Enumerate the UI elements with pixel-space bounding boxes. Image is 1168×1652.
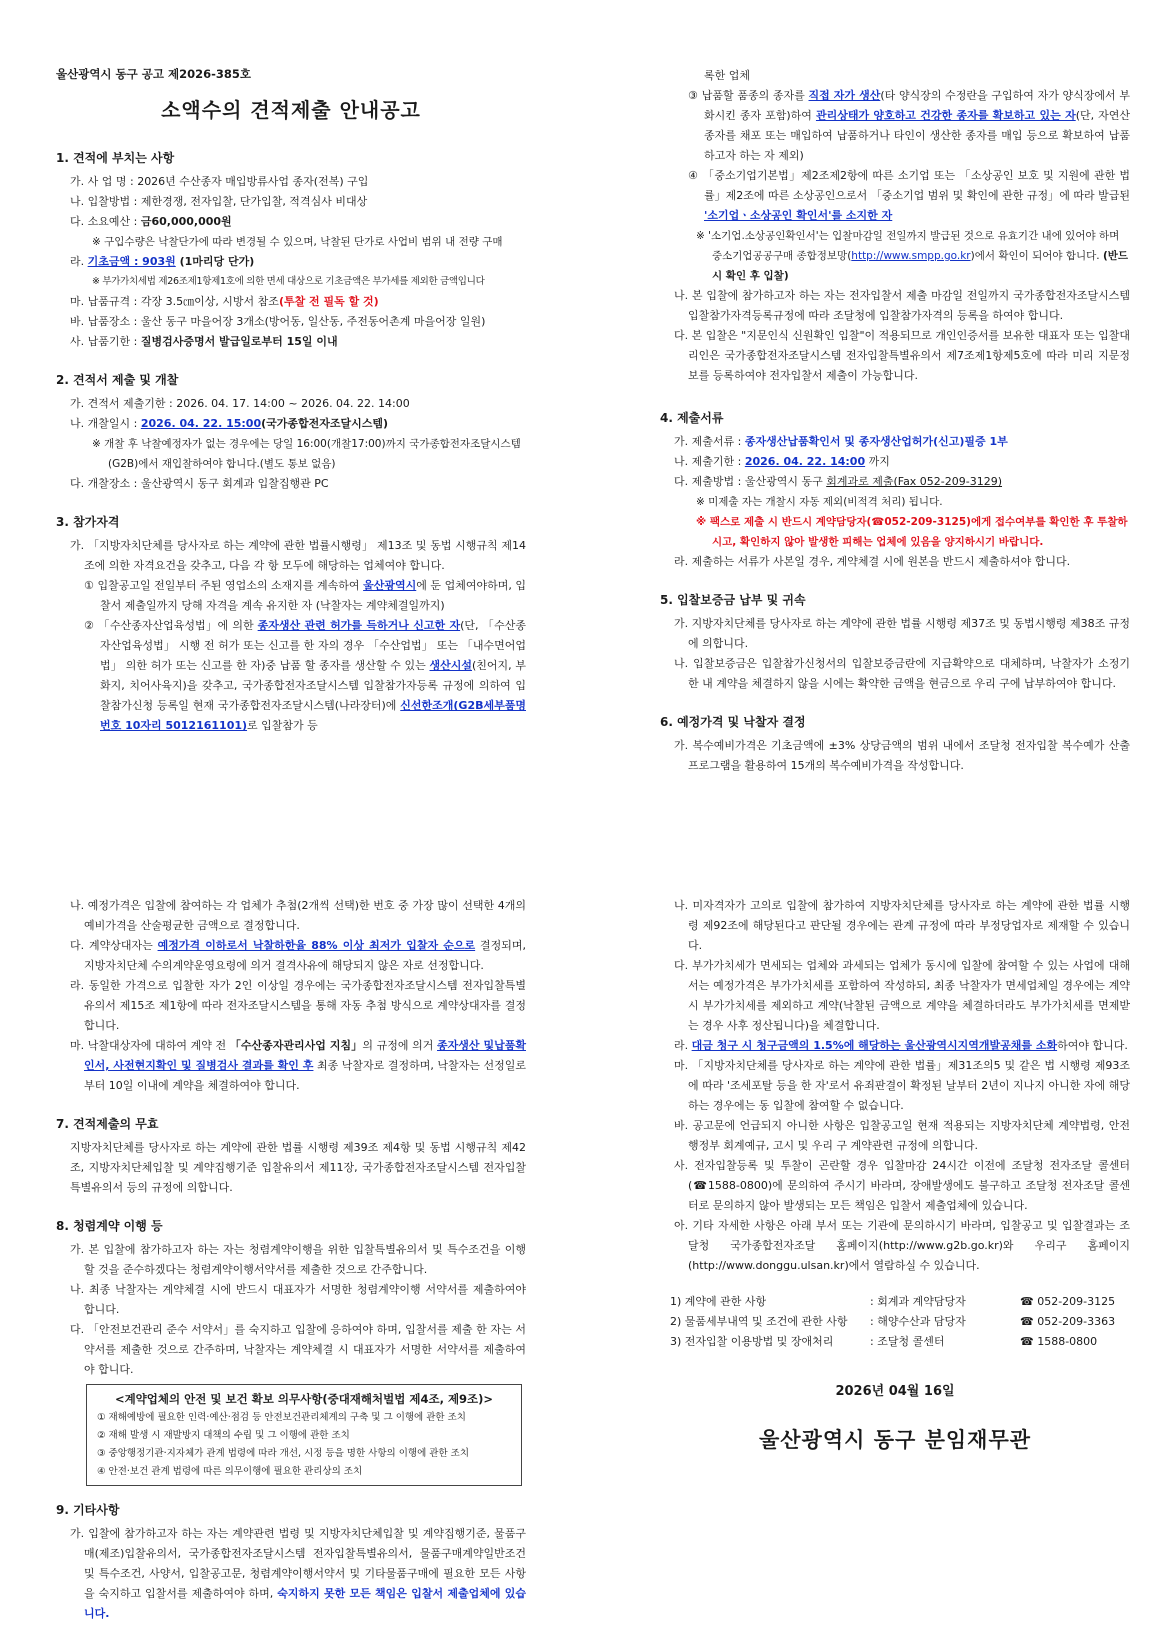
contact-dept: : 조달청 콜센터 bbox=[870, 1335, 945, 1348]
box-item: ④ 안전·보건 관계 법령에 따른 의무이행에 필요한 관리상의 조치 bbox=[97, 1466, 363, 1477]
s7-text: 지방자치단체를 당사자로 하는 계약에 관한 법률 시행령 제39조 제4항 및 동법 시행규칙 제42조, 지방자치단체입찰 및 계약집행기준 입찰유의서 제11장, 국가종합전자조달시스템 전자입찰특별유의서 등의 규정에 의합니다. bbox=[70, 1141, 526, 1194]
s1-item-a: 가. 사 업 명 : 2026년 수산종자 매입방류사업 종자(전복) 구입 bbox=[70, 175, 369, 188]
s6-item-c bbox=[70, 936, 526, 976]
s1-item-d bbox=[70, 252, 526, 272]
s2-item-c: 다. 개찰장소 : 울산광역시 동구 회계과 입찰집행관 PC bbox=[70, 477, 329, 490]
s3-item-c: 다. 본 입찰은 "지문인식 신원확인 입찰"이 적용되므로 개인인증서를 보유한 대표자 또는 입찰대리인은 국가종합전자조달시스템 전자입찰특별유의서 제7조제1항제5호에 따라 미리 지문정보를 등록하여야 전자입찰서 제출이 가능합니다. bbox=[674, 329, 1130, 382]
section-1 bbox=[56, 148, 526, 352]
s9-item-g: 사. 전자입찰등록 및 투찰이 곤란할 경우 입찰마감 24시간 이전에 조달청 전자조달 콜센터(☎1588-0800)에 문의하여 주시기 바라며, 장애발생에도 불구하고 조달청 전자조달 콜센터로 문의하지 않아 발생되는 모든 책임은 입찰서 제출업체에 있습니다. bbox=[674, 1159, 1130, 1212]
s1-item-e bbox=[70, 292, 526, 312]
contact-phone: ☎ 1588-0800 bbox=[1020, 1335, 1098, 1348]
s3-cond-1 bbox=[84, 576, 526, 616]
s3-item-a: 가. 「지방자치단체를 당사자로 하는 계약에 관한 법률시행령」 제13조 및 동법 시행규칙 제14조에 의한 자격요건을 갖추고, 다음 각 항 모두에 해당하는 업체여야 합니다. bbox=[70, 539, 526, 572]
contact-topic: 2) 물품세부내역 및 조건에 관한 사항 bbox=[670, 1315, 848, 1328]
section-6-cont bbox=[56, 896, 526, 1096]
base-price: 기초금액 : 903원 bbox=[87, 255, 176, 268]
s3-c2-text-mid-2: (친어지, 부화지, 치어사육지)을 갖추고, 국가종합전자조달시스템 입찰참가자등록 규정에 의하여 입찰참가신청 등록일 현재 국가종합전자조달시스템(나라장터)에 bbox=[100, 659, 526, 712]
s6-item-a: 가. 복수예비가격은 기초금액에 ±3% 상당금액의 범위 내에서 조달청 전자입찰 복수예가 산출 프로그램을 활용하여 15개의 복수예비가격을 작성합니다. bbox=[674, 739, 1130, 772]
section-3 bbox=[56, 512, 526, 736]
smpp-link[interactable]: http://www.smpp.go.kr bbox=[851, 250, 971, 262]
s4-a-label: 가. 제출서류 : bbox=[674, 435, 745, 448]
s6-item-e bbox=[70, 1036, 526, 1096]
s3-cond-2-cont: 록한 업체 bbox=[704, 69, 751, 82]
s1-d-label: 라. bbox=[70, 255, 88, 268]
s3-item-b: 나. 본 입찰에 참가하고자 하는 자는 전자입찰서 제출 마감일 전일까지 국가종합전자조달시스템 입찰참가자격등록규정에 따라 조달청에 입찰참가자격의 등록을 하여야 합니다. bbox=[674, 289, 1130, 322]
s1-item-f: 바. 납품장소 : 울산 동구 마을어장 3개소(방어동, 일산동, 주전동어촌계 마을어장 일원) bbox=[70, 315, 486, 328]
s6-e-text-end: 최종 낙찰자로 결정하며, 낙찰자는 선정일로부터 10일 이내에 계약을 체결하여야 합니다. bbox=[84, 1059, 526, 1092]
s9-item-h: 아. 기타 자세한 사항은 아래 부서 또는 기관에 문의하시기 바라며, 입찰공고 및 입찰결과는 조달청 국가종합전자조달 홈페이지(http://www.g2b.go.kr)와 우리구 홈페이지(http://www.donggu.ulsan.kr)에서 열람하실 수 있습니다. bbox=[674, 1219, 1130, 1272]
s9-item-f: 바. 공고문에 언급되지 아니한 사항은 입찰공고일 현재 적용되는 지방자치단체 계약법령, 안전행정부 회계예규, 고시 및 우리 구 계약관련 규정에 의합니다. bbox=[674, 1119, 1130, 1152]
contact-dept: : 회계과 계약담당자 bbox=[870, 1295, 966, 1308]
s1-item-c bbox=[70, 212, 526, 232]
s3-c3-text-mid: (타 양식장의 수정란을 구입하여 자가 양식장에서 부화시킨 종자 포함)하여 bbox=[704, 89, 1130, 122]
bottom-right-column bbox=[660, 896, 1130, 1450]
base-price-unit: (1마리당 단가) bbox=[175, 255, 255, 268]
section-heading: 6. 예정가격 및 낙찰자 결정 bbox=[660, 715, 806, 729]
contact-dept: : 해양수산과 담당자 bbox=[870, 1315, 966, 1328]
box-item: ③ 중앙행정기관·지자체가 관계 법령에 따라 개선, 시정 등을 명한 사항의 이행에 관한 조치 bbox=[97, 1448, 469, 1459]
issuing-organization: 울산광역시 동구 분임재무관 bbox=[758, 1428, 1032, 1452]
s3-c2-text-end: 로 입찰참가 등 bbox=[247, 719, 318, 732]
s9-item-a bbox=[70, 1524, 526, 1624]
section-heading: 5. 입찰보증금 납부 및 귀속 bbox=[660, 593, 806, 607]
s3-c4-note-text: ※ '소기업.소상공인확인서'는 입찰마감일 전일까지 발급된 것으로 유효기간 내에 있어야 하며 중소기업공공구매 종합정보망( bbox=[696, 230, 1120, 262]
s3-c4-highlight: '소기업ㆍ소상공인 확인서'를 소지한 자 bbox=[704, 209, 893, 222]
s6-e-text-mid: 의 규정에 의거 bbox=[362, 1039, 438, 1052]
s3-c1-text: ① 입찰공고일 전일부터 주된 영업소의 소재지를 계속하여 bbox=[84, 579, 364, 592]
s4-b-suffix: 까지 bbox=[865, 455, 890, 468]
s1-g-label: 사. 납품기한 : bbox=[70, 335, 141, 348]
s5-item-a: 가. 지방자치단체를 당사자로 하는 계약에 관한 법률 시행령 제37조 및 동법시행령 제38조 규정에 의합니다. bbox=[674, 617, 1130, 650]
s1-c-label: 다. 소요예산 : bbox=[70, 215, 141, 228]
s3-c4-note bbox=[696, 226, 1130, 286]
s4-item-a bbox=[674, 432, 1130, 452]
s9-item-c: 다. 부가가치세가 면세되는 업체와 과세되는 업체가 동시에 입찰에 참여할 수 있는 사업에 대해서는 예정가격은 부가가치세를 포함하여 작성하되, 최종 낙찰자가 면세업체일 경우에는 계약 시 부가가치세를 제외하고 계약(낙찰된 금액으로 계약을 체결하더라도 부가가치세를 면제받는 경우 사후 정산됩니다)을 체결합니다. bbox=[674, 959, 1130, 1032]
submission-deadline: 2026. 04. 22. 14:00 bbox=[744, 455, 866, 468]
s3-c2-highlight: 종자생산 관련 허가를 득하거나 신고한 자 bbox=[257, 619, 461, 632]
required-documents: 종자생산납품확인서 및 종자생산업허가(신고)필증 1부 bbox=[744, 435, 1008, 448]
safety-obligations-box bbox=[86, 1384, 522, 1486]
s2-b-label: 나. 개찰일시 : bbox=[70, 417, 141, 430]
section-heading: 1. 견적에 부치는 사항 bbox=[56, 151, 175, 165]
section-6 bbox=[660, 712, 1130, 776]
s4-b-label: 나. 제출기한 : bbox=[674, 455, 745, 468]
s1-c-note: ※ 구입수량은 낙찰단가에 따라 변경될 수 있으며, 낙찰된 단가로 사업비 범위 내 전량 구매 bbox=[92, 236, 503, 248]
contact-row bbox=[670, 1292, 1130, 1312]
s2-item-a: 가. 견적서 제출기한 : 2026. 04. 17. 14:00 ~ 2026. 04. 22. 14:00 bbox=[70, 397, 410, 410]
s5-item-b: 나. 입찰보증금은 입찰참가신청서의 입찰보증금란에 지급확약으로 대체하며, 낙찰자가 소정기한 내 계약을 체결하지 않을 시에는 확약한 금액을 현금으로 우리 구에 납부하여야 합니다. bbox=[674, 657, 1130, 690]
opening-datetime: 2026. 04. 22. 15:00 bbox=[140, 417, 262, 430]
section-7 bbox=[56, 1114, 526, 1198]
s2-b-note: ※ 개찰 후 낙찰예정자가 없는 경우에는 당일 16:00(개찰17:00)까지 국가종합전자조달시스템(G2B)에서 재입찰하여야 합니다.(별도 통보 없음) bbox=[92, 438, 521, 470]
section-heading: 3. 참가자격 bbox=[56, 515, 120, 529]
section-2 bbox=[56, 370, 526, 494]
s3-c3-highlight: 직접 자가 생산 bbox=[808, 89, 881, 102]
contact-topic: 3) 전자입찰 이용방법 및 장애처리 bbox=[670, 1335, 834, 1348]
s3-c2-text: ② 「수산종자산업육성법」에 의한 bbox=[84, 619, 258, 632]
s3-cond-2 bbox=[84, 616, 526, 736]
s3-c2-highlight-2: 생산시설 bbox=[429, 659, 472, 672]
s8-item-c: 다. 「안전보건관리 준수 서약서」를 숙지하고 입찰에 응하여야 하며, 입찰서를 제출 한 자는 서약서를 제출한 것으로 간주하며, 낙찰자는 계약체결 시 대표자가 서명한 서약서를 제출하여야 합니다. bbox=[70, 1323, 526, 1376]
box-heading: <계약업체의 안전 및 보건 확보 의무사항(중대재해처벌법 제4조, 제9조)> bbox=[114, 1392, 494, 1406]
guideline-name: 「수산종자관리사업 지침」 bbox=[229, 1039, 363, 1052]
contact-row bbox=[670, 1312, 1130, 1332]
s3-c2-highlight-3: 신선한조개(G2B세부품명번호 10자리 5012161101) bbox=[100, 699, 526, 732]
opening-system: (국가종합전자조달시스템) bbox=[261, 417, 389, 430]
s6-item-d: 라. 동일한 가격으로 입찰한 자가 2인 이상일 경우에는 국가종합전자조달시스템 전자입찰특별유의서 제15조 제1항에 따라 전자조달시스템을 통해 자동 추첨 방식으로 계약상대자를 결정합니다. bbox=[70, 979, 526, 1032]
s4-item-c bbox=[674, 472, 1130, 492]
notice-title: 소액수의 견적제출 안내공고 bbox=[161, 98, 421, 122]
s2-item-b bbox=[70, 414, 526, 434]
s3-c4-note-bold: (반드시 확인 후 입찰) bbox=[712, 250, 1129, 282]
s1-e-text: 마. 납품규격 : 각장 3.5㎝이상, 시방서 참조 bbox=[70, 295, 279, 308]
notice-date: 2026년 04월 16일 bbox=[835, 1384, 955, 1399]
s3-c4-note-text-end: )에서 확인이 되어야 합니다. bbox=[970, 250, 1103, 262]
s3-c4-text: ④ 「중소기업기본법」제2조제2항에 따른 소기업 또는 「소상공인 보호 및 지원에 관한 법률」제2조에 따른 소상공인으로서 「중소기업 범위 및 확인에 관한 규정」에 따라 발급된 bbox=[688, 169, 1130, 202]
notice-number: 울산광역시 동구 공고 제2026-385호 bbox=[56, 67, 251, 81]
contact-phone: ☎ 052-209-3363 bbox=[1020, 1315, 1116, 1328]
section-heading: 4. 제출서류 bbox=[660, 411, 724, 425]
s6-item-b: 나. 예정가격은 입찰에 참여하는 각 업체가 추첨(2개씩 선택)한 번호 중 가장 많이 선택한 4개의 예비가격을 산술평균한 금액으로 결정합니다. bbox=[70, 899, 526, 932]
s3-c2-text-mid: (단, 「수산종자산업육성법」 시행 전 허가 또는 신고를 한 자의 경우 「수산업법」 또는 「내수면어업법」 의한 허가 또는 신고를 한 자)중 납품 할 종자를 생산할 수 있는 bbox=[100, 619, 526, 672]
contact-phone: ☎ 052-209-3125 bbox=[1020, 1295, 1116, 1308]
s3-c1-text-end: 에 둔 업체여야하며, 입찰서 제출일까지 당해 자격을 계속 유지한 자 (낙찰자는 계약체결일까지) bbox=[100, 579, 527, 612]
s4-item-d: 라. 제출하는 서류가 사본일 경우, 계약체결 시에 원본을 반드시 제출하셔야 합니다. bbox=[674, 555, 1071, 568]
s6-c-text-end: 결정되며, 지방자치단체 수의계약운영요령에 의거 결격사유에 해당되지 않은 자로 선정합니다. bbox=[84, 939, 526, 972]
section-5 bbox=[660, 590, 1130, 694]
section-heading: 9. 기타사항 bbox=[56, 1503, 120, 1517]
budget-value: 금60,000,000원 bbox=[140, 215, 232, 228]
contact-list bbox=[660, 1292, 1130, 1352]
section-heading: 8. 청렴계약 이행 등 bbox=[56, 1219, 163, 1233]
s3-cond-3 bbox=[688, 86, 1130, 166]
s6-c-label: 다. 계약상대자는 bbox=[70, 939, 158, 952]
s1-d-note: ※ 부가가치세법 제26조제1항제1호에 의한 면세 대상으로 기초금액은 부가세를 제외한 금액입니다 bbox=[92, 276, 485, 287]
s8-item-b: 나. 최종 낙찰자는 계약체결 시에 반드시 대표자가 서명한 청렴계약이행 서약서를 제출하여야 합니다. bbox=[70, 1283, 526, 1316]
box-item: ① 재해예방에 필요한 인력·예산·점검 등 안전보건관리체계의 구축 및 그 이행에 관한 조치 bbox=[97, 1412, 466, 1423]
top-right-column bbox=[660, 66, 1130, 794]
contact-topic: 1) 계약에 관한 사항 bbox=[670, 1295, 767, 1308]
box-item: ② 재해 발생 시 재발방지 대책의 수립 및 그 이행에 관한 조치 bbox=[97, 1430, 350, 1441]
s6-e-label: 마. 낙찰대상자에 대하여 계약 전 bbox=[70, 1039, 230, 1052]
section-heading: 2. 견적서 제출 및 개찰 bbox=[56, 373, 179, 387]
contact-row bbox=[670, 1332, 1130, 1352]
s3-c3-text-end: (단, 자연산 종자를 채포 또는 매입하여 납품하거나 타인이 생산한 종자를 매입 등으로 확보하여 납품하고자 하는 자 제외) bbox=[704, 109, 1131, 162]
s4-c-label: 다. 제출방법 : 울산광역시 동구 bbox=[674, 475, 827, 488]
section-8 bbox=[56, 1216, 526, 1380]
s3-c3-highlight-2: 관리상태가 양호하고 건강한 종자를 확보하고 있는 자 bbox=[815, 109, 1076, 122]
s1-item-b: 나. 입찰방법 : 제한경쟁, 전자입찰, 단가입찰, 적격심사 비대상 bbox=[70, 195, 368, 208]
section-9 bbox=[56, 1500, 526, 1624]
award-criteria: 예정가격 이하로서 낙찰하한율 88% 이상 최저가 입찰자 순으로 bbox=[157, 939, 476, 952]
bond-requirement: 대금 청구 시 청구금액의 1.5%에 해당하는 울산광역시지역개발공채를 소화 bbox=[691, 1039, 1058, 1052]
s9-d-label: 라. bbox=[674, 1039, 692, 1052]
s4-note-2: ※ 팩스로 제출 시 반드시 계약담당자(☎052-209-3125)에게 접수여부를 확인한 후 투찰하시고, 확인하지 않아 발생한 피해는 업체에 있음을 양지하시기 바랍니다. bbox=[696, 516, 1128, 548]
verification-requirement: 종자생산 및납품확인서, 사전현지확인 및 질병검사 결과를 확인 후 bbox=[84, 1039, 526, 1072]
bottom-left-column bbox=[56, 896, 526, 1642]
submission-method: 회계과로 제출(Fax 052-209-3129) bbox=[826, 475, 1003, 488]
section-4 bbox=[660, 408, 1130, 572]
responsibility-notice: 숙지하지 못한 모든 책임은 입찰서 제출업체에 있습니다. bbox=[84, 1587, 526, 1620]
s9-item-e: 마. 「지방자치단체를 당사자로 하는 계약에 관한 법률」제31조의5 및 같은 법 시행령 제93조에 따라 '조세포탈 등을 한 자'로서 유죄판결이 확정된 날부터 2년이 지나지 아니한 자에 해당하는 경우에는 동 입찰에 참여할 수 없습니다. bbox=[674, 1059, 1130, 1112]
section-heading: 7. 견적제출의 무효 bbox=[56, 1117, 159, 1131]
s4-item-b bbox=[674, 452, 1130, 472]
s4-note-1: ※ 미제출 자는 개찰시 자동 제외(비적격 처리) 됩니다. bbox=[696, 496, 943, 508]
s1-item-g bbox=[70, 332, 526, 352]
s9-item-d bbox=[674, 1036, 1130, 1056]
delivery-deadline: 질병검사증명서 발급일로부터 15일 이내 bbox=[140, 335, 338, 348]
s9-d-text-end: 하여야 합니다. bbox=[1057, 1039, 1128, 1052]
top-left-column bbox=[56, 64, 526, 754]
s9-a-text: 가. 입찰에 참가하고자 하는 자는 계약관련 법령 및 지방자치단체입찰 및 계약집행기준, 물품구매(제조)입찰유의서, 국가종합전자조달시스템 전자입찰특별유의서, 물품구매계약일반조건 및 특수조건, 사양서, 입찰공고문, 청렴계약이행서약서 및 기타물품구매에 필요한 모든 사항을 숙지하고 입찰서를 제출하여야 하며, bbox=[70, 1527, 526, 1600]
s3-c1-highlight: 울산광역시 bbox=[363, 579, 417, 592]
s8-item-a: 가. 본 입찰에 참가하고자 하는 자는 청렴계약이행을 위한 입찰특별유의서 및 특수조건을 이행할 것을 준수하겠다는 청렴계약이행서약서를 제출한 것으로 간주합니다. bbox=[70, 1243, 526, 1276]
must-read-warning: (투찰 전 필독 할 것) bbox=[278, 295, 379, 308]
s9-item-b: 나. 미자격자가 고의로 입찰에 참가하여 지방자치단체를 당사자로 하는 계약에 관한 법률 시행령 제92조에 해당된다고 판단될 경우에는 관계 규정에 따라 부정당업자로 제재할 수 있습니다. bbox=[674, 899, 1130, 952]
s3-c3-text: ③ 납품할 품종의 종자를 bbox=[688, 89, 809, 102]
s3-cond-4 bbox=[688, 166, 1130, 226]
